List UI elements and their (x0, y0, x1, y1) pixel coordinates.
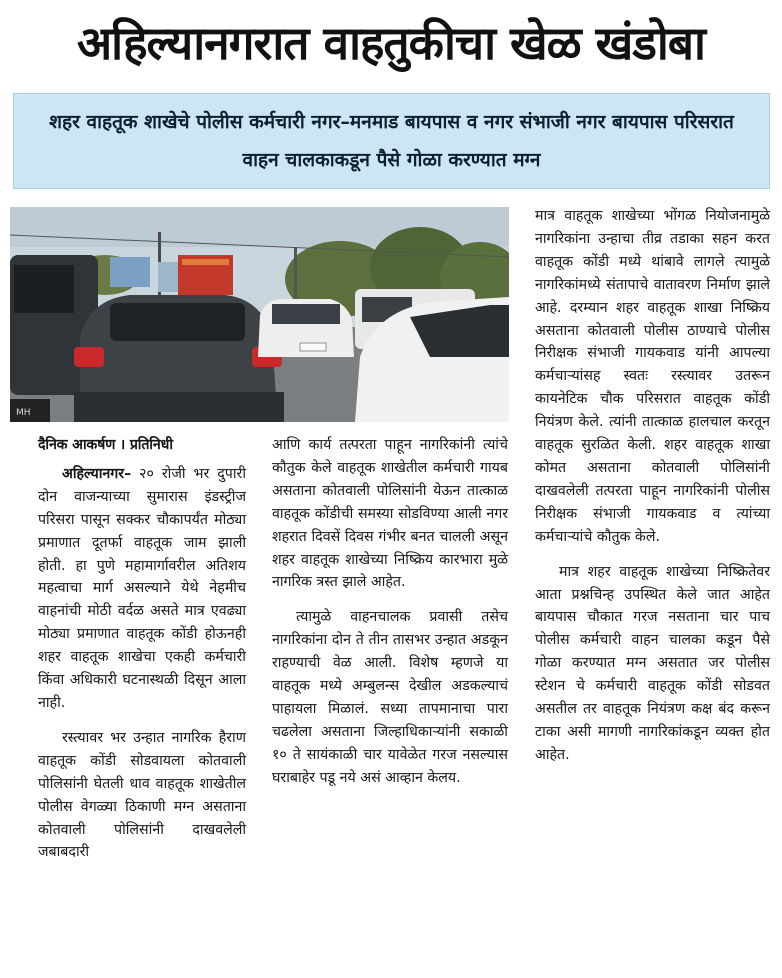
article-column-1 (38, 434, 246, 864)
paragraph-text: २० रोजी भर दुपारी दोन वाजन्याच्या सुमारास इंडस्ट्रीज परिसरा पासून सक्कर चौकापर्यंत मोठ्या प्रमाणात दूतर्फा वाहतूक जाम झाली होती. हा पुणे महामार्गावरील अतिशय महत्वाचा मार्ग असल्याने येथे नेहमीच वाहनांची मोठी वर्दळ असते मात्र एवढ्या मोठ्या प्रमाणात वाहतूक कोंडी होऊनही शहर वाहतूक शाखेचा एकही कर्मचारी किंवा अधिकारी घटनास्थळी दिसून आला नाही. (38, 465, 246, 711)
traffic-jam-photo (10, 207, 509, 422)
dateline: अहिल्यानगर– (62, 465, 132, 482)
news-photo (10, 207, 509, 422)
paragraph: मात्र वाहतूक शाखेच्या भोंगळ नियोजनामुळे नागरिकांना उन्हाचा तीव्र तडाका सहन करत वाहतूक कोंडी मध्ये थांबावे लागले त्यामुळे नागरिकांमध्ये संतापाचे वातावरण निर्माण झाले आहे. दरम्यान शहर वाहतूक शाखा निष्क्रिय असताना कोतवाली पोलीस ठाण्याचे पोलीस निरीक्षक संभाजी गायकवाड यांनी आपल्या कर्मचाऱ्यांसह स्वतः रस्त्यावर उतरून कायनेटिक चौक परिसरात वाहतूक कोंडी नियंत्रण केले. त्यांनी तात्काळ हालचाल करतून वाहतूक सुरळित केली. शहर वाहतूक शाखा कोमत असताना कोतवाली पोलिसांनी दाखवलेली तत्परता पाहून नागरिकांनी पोलीस निरीक्षक संभाजी गायकवाड व त्यांच्या कर्मचाऱ्यांचे कौतुक केले. (535, 208, 770, 545)
paragraph: मात्र शहर वाहतूक शाखेच्या निष्क्रितेवर आता प्रश्नचिन्ह उपस्थित केले जात आहेत बायपास चौकात गरज नसताना चार पाच पोलीस कर्मचारी वाहन चालका कडून पैसे गोळा करण्यात मग्न असतात जर पोलीस स्टेशन चे कर्मचारी वाहतूक कोंडी सोडवत असतील तर वाहतूक नियंत्रण कक्ष बंद करून टाका असी मागणी नागरिकांकडून व्यक्त होत आहेत. (535, 563, 770, 763)
paragraph: रस्त्यावर भर उन्हात नागरिक हैराण वाहतूक कोंडी सोडवायला कोतवाली पोलिसांनी घेतली धाव वाहतूक शाखेतील पोलीस वेगळ्या ठिकाणी मग्न असताना कोतवाली पोलिसांनी दाखवलेली जबाबदारी (38, 729, 246, 861)
headline: अहिल्यानगरात वाहतुकीचा खेळ खंडोबा (77, 16, 705, 70)
photo-badge: MH (16, 408, 31, 418)
subheadline: शहर वाहतूक शाखेचे पोलीस कर्मचारी नगर–मनमाड बायपास व नगर संभाजी नगर बायपास परिसरात वाहन चालकाकडून पैसे गोळा करण्यात मग्न (49, 111, 734, 171)
paragraph: त्यामुळे वाहनचालक प्रवासी तसेच नागरिकांना दोन ते तीन तासभर उन्हात अडकून राहण्याची वेळ आली. विशेष म्हणजे या वाहतूक मध्ये अम्बुलन्स देखील अडकल्याचं पाहायला मिळालं. सध्या तापमानाचा पारा चढलेला असताना जिल्हाधिकाऱ्यांनी सकाळी १० ते सायंकाळी चार यावेळेत गरज नसल्यास घराबाहेर पडू नये असं आव्हान केलय. (272, 609, 508, 786)
article-column-3 (535, 205, 770, 767)
paragraph: आणि कार्य तत्परता पाहून नागरिकांनी त्यांचे कौतुक केले वाहतूक शाखेतील कर्मचारी गायब असताना कोतवाली पोलिसांनी येऊन तात्काळ वाहतूक कोंडीची समस्या सोडविण्या आली नगर शहरात दिवसें दिवस गंभीर बनत चालली असून शहर वाहतूक शाखेच्या निष्क्रिय कारभारा मुळे नागरिक त्रस्त झाले आहेत. (272, 437, 508, 591)
article-column-2 (272, 434, 508, 790)
paragraph (38, 463, 246, 715)
subheadline-box (13, 93, 770, 189)
byline: दैनिक आकर्षण । प्रतिनिधी (38, 437, 173, 453)
